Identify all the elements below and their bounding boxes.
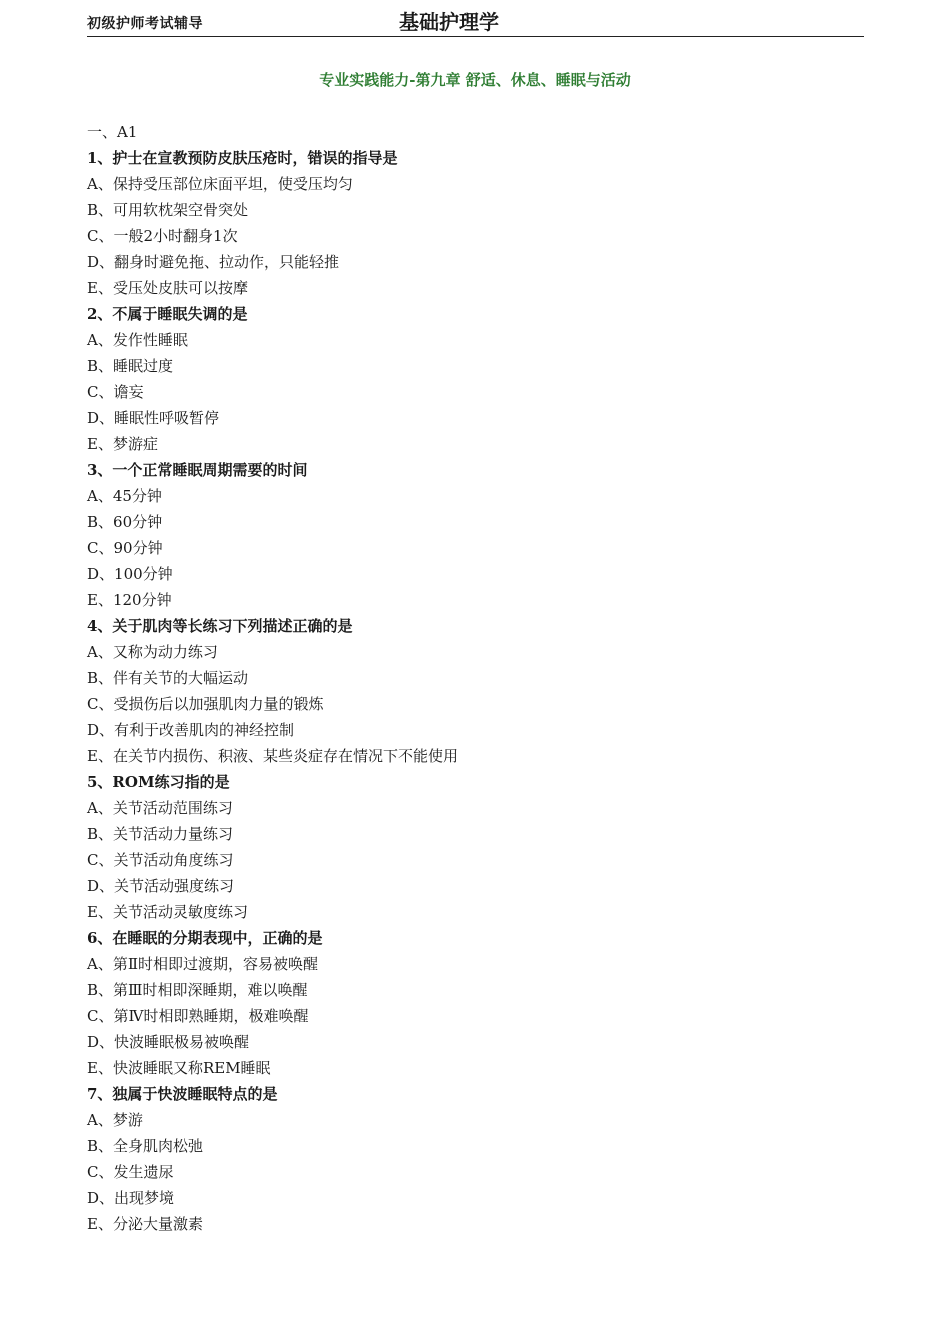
question-5-stem: 5、ROM练习指的是 [87, 773, 230, 791]
question-3-option-c: C、90分钟 [87, 539, 163, 557]
question-5-option-e: E、关节活动灵敏度练习 [87, 903, 248, 921]
question-4-option-e: E、在关节内损伤、积液、某些炎症存在情况下不能使用 [87, 747, 458, 765]
question-4-option-d: D、有利于改善肌肉的神经控制 [87, 721, 295, 739]
question-1-option-a: A、保持受压部位床面平坦，使受压均匀 [87, 175, 353, 193]
question-4-option-a: A、又称为动力练习 [87, 643, 218, 661]
question-7-option-a: A、梦游 [87, 1111, 143, 1129]
question-3-stem: 3、一个正常睡眠周期需要的时间 [87, 461, 308, 479]
question-5-option-a: A、关节活动范围练习 [87, 799, 233, 817]
question-7-option-c: C、发生遗尿 [87, 1163, 174, 1181]
section-label: 一、A1 [87, 123, 138, 141]
question-7-option-e: E、分泌大量激素 [87, 1215, 203, 1233]
question-2-option-e: E、梦游症 [87, 435, 158, 453]
question-3-option-a: A、45分钟 [87, 487, 162, 505]
question-5-option-d: D、关节活动强度练习 [87, 877, 235, 895]
header-left-text: 初级护师考试辅导 [87, 16, 203, 32]
question-7-option-d: D、出现梦境 [87, 1189, 175, 1207]
question-5-option-b: B、关节活动力量练习 [87, 825, 234, 843]
question-5-option-c: C、关节活动角度练习 [87, 851, 234, 869]
question-1-option-e: E、受压处皮肤可以按摩 [87, 279, 248, 297]
question-4-option-b: B、伴有关节的大幅运动 [87, 669, 249, 687]
question-2-option-b: B、睡眠过度 [87, 357, 174, 375]
question-7-option-b: B、全身肌肉松弛 [87, 1137, 204, 1155]
question-7-stem: 7、独属于快波睡眠特点的是 [87, 1085, 278, 1103]
question-3-option-d: D、100分钟 [87, 565, 173, 583]
question-2-option-c: C、谵妄 [87, 383, 144, 401]
question-1-option-d: D、翻身时避免拖、拉动作，只能轻推 [87, 253, 340, 271]
question-3-option-b: B、60分钟 [87, 513, 163, 531]
question-1-stem: 1、护士在宣教预防皮肤压疮时，错误的指导是 [87, 149, 398, 167]
question-6-option-c: C、第Ⅳ时相即熟睡期，极难唤醒 [87, 1007, 309, 1025]
question-6-stem: 6、在睡眠的分期表现中，正确的是 [87, 929, 323, 947]
question-6-option-b: B、第Ⅲ时相即深睡期，难以唤醒 [87, 981, 308, 999]
question-6-option-d: D、快波睡眠极易被唤醒 [87, 1033, 250, 1051]
page-header [87, 10, 864, 37]
question-6-option-e: E、快波睡眠又称REM睡眠 [87, 1059, 271, 1077]
question-list [87, 119, 887, 1237]
question-4-option-c: C、受损伤后以加强肌肉力量的锻炼 [87, 695, 324, 713]
question-2-option-d: D、睡眠性呼吸暂停 [87, 409, 220, 427]
question-1-option-c: C、一般2小时翻身1次 [87, 227, 238, 245]
header-title: 基础护理学 [399, 10, 499, 34]
question-1-option-b: B、可用软枕架空骨突处 [87, 201, 249, 219]
question-3-option-e: E、120分钟 [87, 591, 172, 609]
chapter-title: 专业实践能力-第九章 舒适、休息、睡眠与活动 [319, 71, 631, 89]
question-6-option-a: A、第Ⅱ时相即过渡期，容易被唤醒 [87, 955, 319, 973]
question-4-stem: 4、关于肌肉等长练习下列描述正确的是 [87, 617, 353, 635]
question-2-option-a: A、发作性睡眠 [87, 331, 188, 349]
question-2-stem: 2、不属于睡眠失调的是 [87, 305, 248, 323]
